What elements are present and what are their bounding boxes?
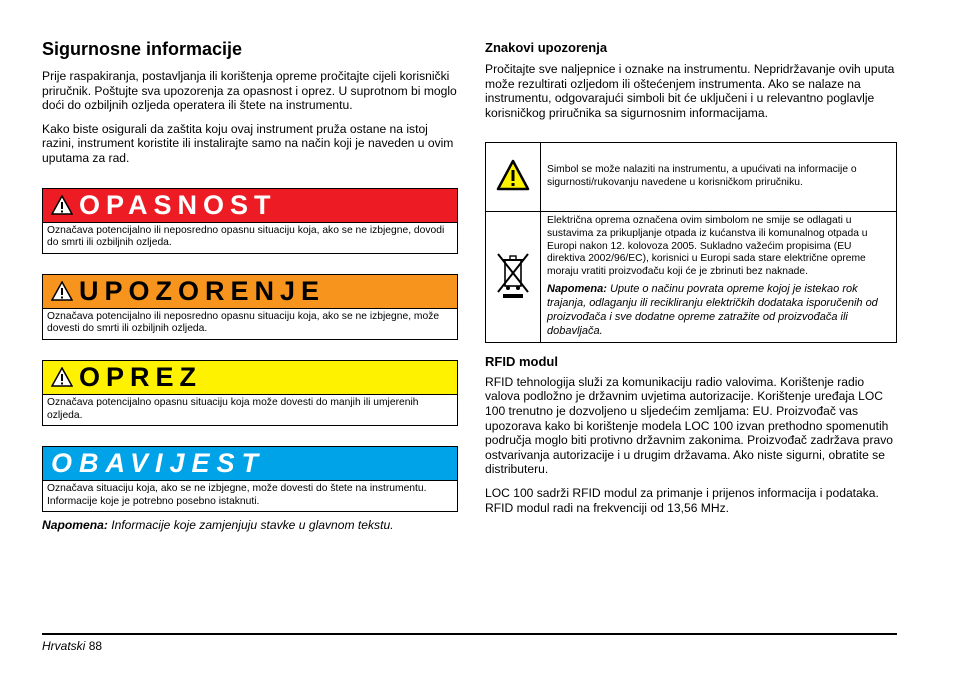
signs-heading: Znakovi upozorenja (485, 40, 608, 55)
warning-box (42, 274, 458, 340)
symbol-cell (486, 212, 541, 343)
caution-label: OPREZ (79, 361, 203, 392)
caution-box (42, 360, 458, 426)
notice-description: Označava situaciju koja, ako se ne izbjegne, može dovesti do štete na instrumentu. Informacije koje je potrebno posebno istaknuti. (47, 483, 427, 507)
note (42, 518, 458, 533)
caution-banner (43, 361, 457, 395)
symbols-table (485, 142, 897, 343)
warning-triangle-icon (51, 195, 73, 215)
warning-triangle-icon (496, 159, 530, 191)
table-row (486, 212, 897, 343)
warning-triangle-icon (51, 281, 73, 301)
rfid-paragraph-1: RFID tehnologija služi za komunikaciju radio valovima. Korištenje radio valova podložno je državnim uvjetima autorizacije. Korištenje uređaja LOC 100 trenutno je dozvoljeno u sljedećim zemljama: EU. Proizvođač vas upozorava kako bi korištenje modela LOC 100 izvan prethodno spomenutih područja moglo biti protivno državnim zakonima. Proizvođač zadržava pravo ostvarivanja autorizacije i u drugim državama. Ako niste sigurni, obratite se distributeru. (485, 374, 894, 477)
danger-description: Označava potencijalno ili neposredno opasnu situaciju koja, ako se ne izbjegne, dovodi do smrti ili ozbiljnih ozljeda. (47, 224, 445, 249)
protection-paragraph: Kako biste osigurali da zaštita koju ovaj instrument pruža ostane na istoj razini, instrument koristite ili instalirajte samo na način koji je naveden u ovim uputama za rad. (42, 121, 454, 165)
left-column (42, 38, 458, 533)
notice-label: OBAVIJEST (51, 448, 266, 479)
footer-rule (42, 633, 897, 635)
danger-box (42, 188, 458, 254)
symbol-description: Simbol se može nalaziti na instrumentu, a upućivati na informacije o sigurnosti/rukovanju navedene u korisničkom priručniku. (547, 164, 857, 188)
note-text: Informacije koje zamjenjuju stavke u glavnom tekstu. (111, 518, 394, 533)
intro-paragraph: Prije raspakiranja, postavljanja ili korištenja opreme pročitajte cijeli korisnički priručnik. Poštujte sva upozorenja za opasnost i oprez. U suprotnom bi moglo doći do ozbiljnih ozljeda operatera ili štete na instrumentu. (42, 69, 457, 113)
crossed-out-bin-icon (495, 250, 531, 300)
section-title: Sigurnosne informacije (42, 39, 243, 59)
symbol-note (547, 282, 890, 338)
footer-language: Hrvatski (42, 639, 86, 653)
footer (42, 639, 102, 653)
symbol-text (541, 143, 897, 212)
symbol-description: Električna oprema označena ovim simbolom ne smije se odlagati u sustavima za prikupljanje otpada iz kućanstva ili komunalnog otpada u Europi nakon 12. kolovoza 2005. Sukladno važećim propisima (EU direktiva 2002/96/EC), korisnici u Europi sada stare električne opreme moraju vratiti proizvođaču koji će je zbrinuti bez naknade. (547, 215, 868, 278)
note-label: Napomena: (42, 518, 108, 533)
table-row (486, 143, 897, 212)
danger-banner (43, 189, 457, 223)
symbol-note-label: Napomena: (547, 282, 607, 295)
warning-triangle-icon (51, 367, 73, 387)
signs-paragraph: Pročitajte sve naljepnice i oznake na instrumentu. Nepridržavanje ovih uputa može rezultirati ozljedom ili oštećenjem instrumenta. Ako se nalaze na instrumentu, odgovarajući simboli bit će uključeni i u relevantno poglavlje korisničkog priručnika sa sigurnosnim informacijama. (485, 62, 895, 120)
symbol-note-text: Upute o načinu povrata opreme kojoj je istekao rok trajanja, odlaganju ili recikliranju električkih dodataka isporučenih od proizvođača i sve dodatne opreme zatražite od proizvođača ili dobavljača. (547, 282, 878, 337)
rfid-heading: RFID modul (485, 353, 558, 369)
caution-description: Označava potencijalno opasnu situaciju koja može dovesti do manjih ili umjerenih ozljeda. (47, 396, 419, 421)
warning-banner (43, 275, 457, 309)
notice-banner (43, 447, 457, 481)
right-column (485, 40, 897, 524)
rfid-paragraph-2: LOC 100 sadrži RFID modul za primanje i prijenos informacija i podataka. RFID modul radi na frekvenciji od 13,56 MHz. (485, 486, 879, 515)
danger-label: OPASNOST (79, 189, 277, 220)
warning-label: UPOZORENJE (79, 275, 326, 306)
symbol-text (541, 212, 897, 343)
page-number: 88 (88, 639, 103, 653)
warning-description: Označava potencijalno ili neposredno opasnu situaciju koja, ako se ne izbjegne, može dovesti do smrti ili ozbiljnih ozljeda. (47, 310, 440, 335)
symbol-cell (486, 143, 541, 212)
notice-box (42, 446, 458, 512)
